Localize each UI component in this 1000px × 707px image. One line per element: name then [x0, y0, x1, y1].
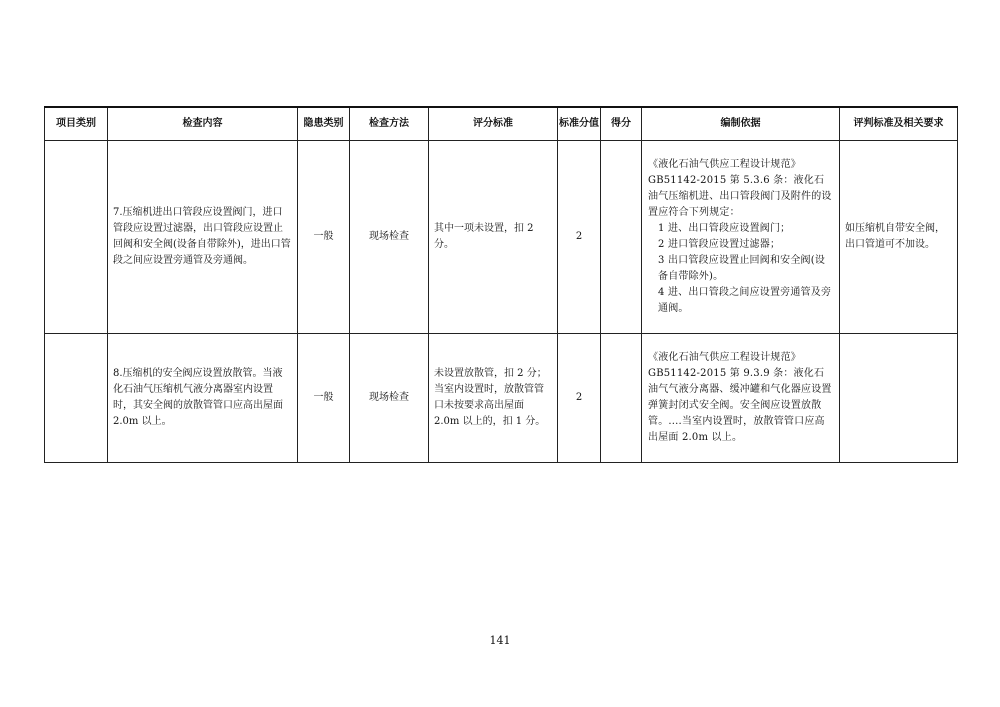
cell-content: 8.压缩机的安全阀应设置放散管。当液化石油气压缩机气液分离器室内设置时，其安全阀的放散管管口应高出屋面 2.0m 以上。	[108, 334, 298, 463]
cell-category	[45, 334, 108, 463]
cell-category	[45, 141, 108, 334]
cell-basis	[642, 334, 840, 463]
cell-score: 2	[558, 334, 601, 463]
cell-requirement: 如压缩机自带安全阀，出口管道可不加设。	[840, 141, 958, 334]
basis-line: 3 出口管段应设置止回阀和安全阀(设备自带除外)。	[658, 255, 826, 282]
cell-requirement	[840, 334, 958, 463]
cell-criteria: 其中一项未设置，扣 2 分。	[429, 141, 558, 334]
cell-basis	[642, 141, 840, 334]
cell-criteria: 未设置放散管，扣 2 分；当室内设置时，放散管管口未按要求高出屋面 2.0m 以上的，扣 1 分。	[429, 334, 558, 463]
header-category: 项目类别	[45, 107, 108, 141]
cell-method: 现场检查	[350, 141, 429, 334]
cell-hazard: 一般	[298, 334, 350, 463]
header-got: 得分	[601, 107, 642, 141]
cell-score: 2	[558, 141, 601, 334]
cell-method: 现场检查	[350, 334, 429, 463]
table-row	[45, 141, 958, 334]
basis-line: 《液化石油气供应工程设计规范》GB51142-2015 第 9.3.9 条：液化石油气气液分离器、缓冲罐和气化器应设置弹簧封闭式安全阀。安全阀应设置放散管。....当室内设置时，放散管管口应高出屋面 2.0m 以上。	[648, 352, 832, 443]
page-number: 141	[489, 634, 511, 647]
header-requirement: 评判标准及相关要求	[840, 107, 958, 141]
cell-got	[601, 141, 642, 334]
cell-content: 7.压缩机进出口管段应设置阀门，进口管段应设置过滤器，出口管段应设置止回阀和安全阀(设备自带除外)，进出口管段之间应设置旁通管及旁通阀。	[108, 141, 298, 334]
inspection-table	[44, 106, 958, 463]
cell-got	[601, 334, 642, 463]
header-content: 检查内容	[108, 107, 298, 141]
basis-line: 《液化石油气供应工程设计规范》GB51142-2015 第 5.3.6 条：液化石油气压缩机进、出口管段阀门及附件的设置应符合下列规定：	[648, 159, 832, 218]
basis-line: 1 进、出口管段应设置阀门；	[658, 223, 791, 234]
header-score: 标准分值	[558, 107, 601, 141]
header-criteria: 评分标准	[429, 107, 558, 141]
header-row	[45, 107, 958, 141]
header-hazard: 隐患类别	[298, 107, 350, 141]
header-basis: 编制依据	[642, 107, 840, 141]
cell-hazard: 一般	[298, 141, 350, 334]
table-row	[45, 334, 958, 463]
basis-line: 4 进、出口管段之间应设置旁通管及旁通阀。	[658, 287, 832, 314]
basis-line: 2 进口管段应设置过滤器；	[658, 239, 781, 250]
header-method: 检查方法	[350, 107, 429, 141]
